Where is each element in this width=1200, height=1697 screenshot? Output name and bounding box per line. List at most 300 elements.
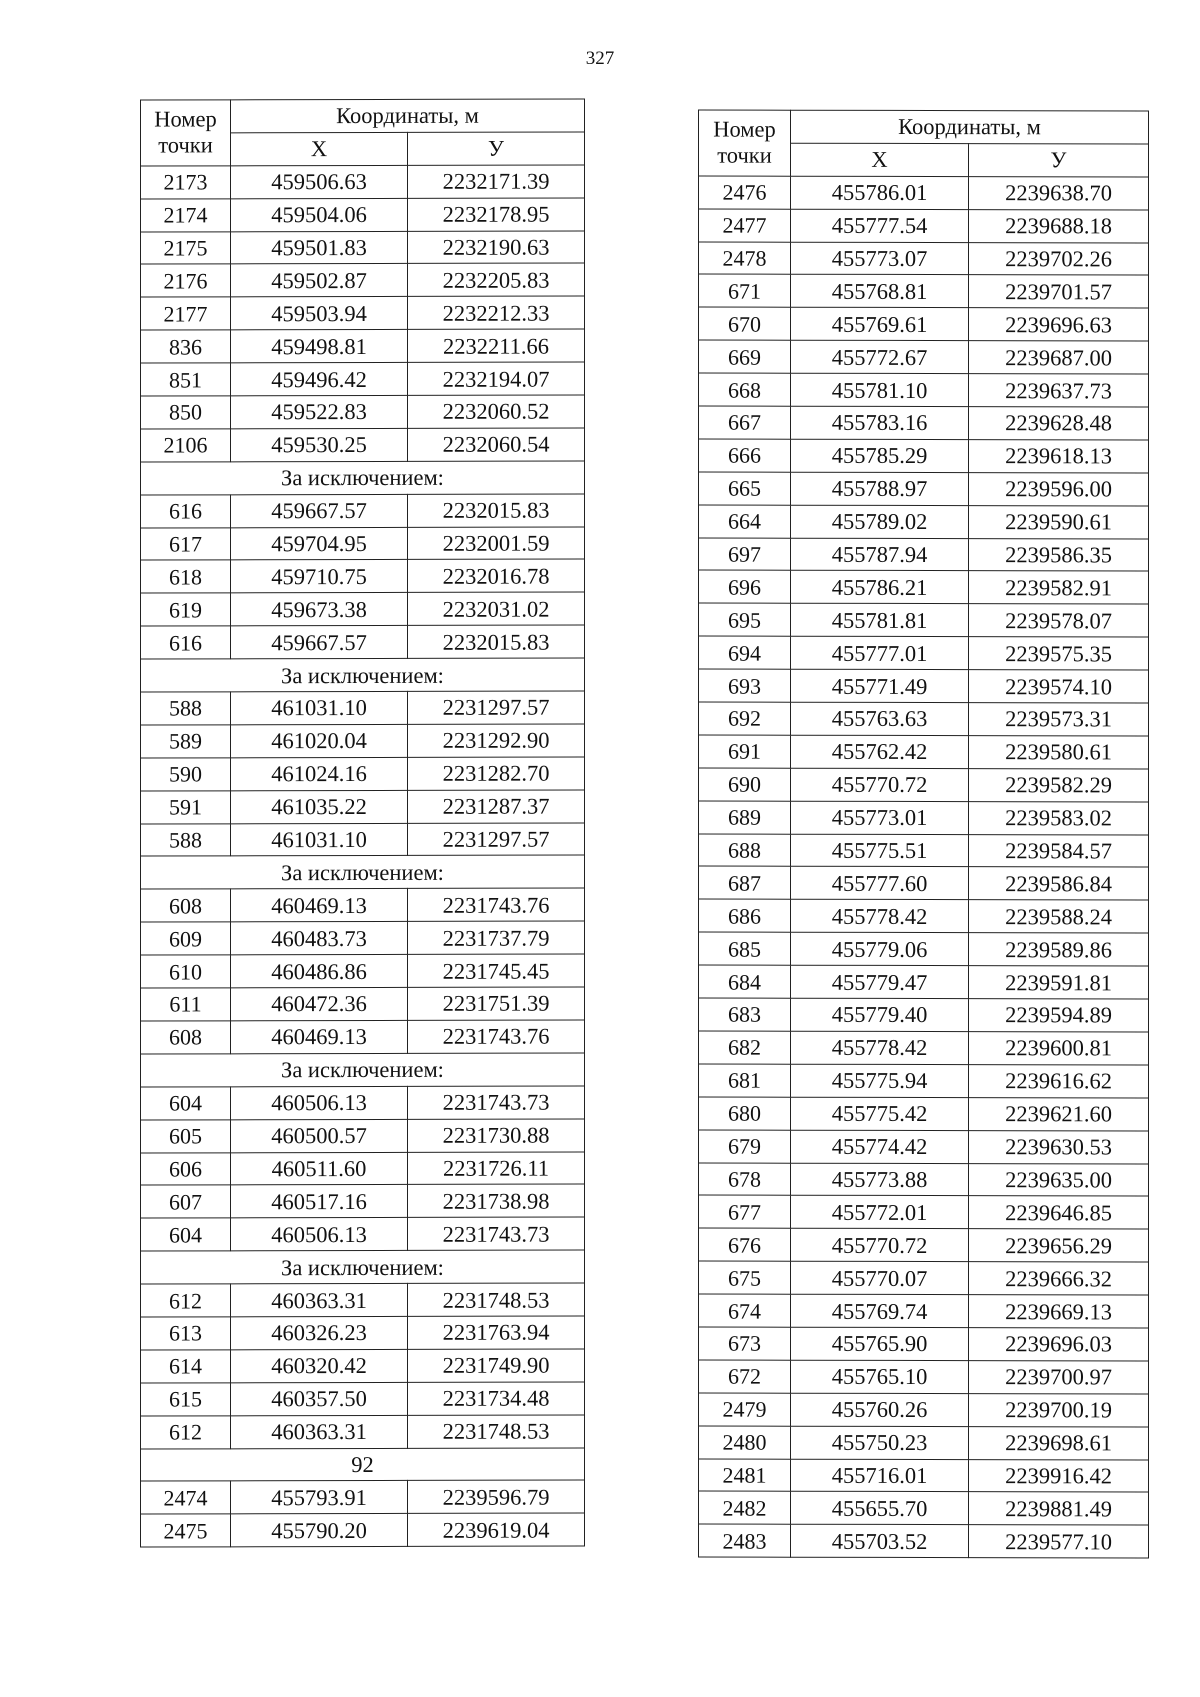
y-coordinate-cell: 2239688.18 [969, 209, 1149, 242]
table-row [141, 625, 585, 659]
coordinates-header: Координаты, м [231, 99, 585, 133]
point-number-cell: 691 [699, 735, 791, 768]
point-number-cell: 665 [699, 472, 791, 505]
point-number-cell: 605 [141, 1119, 231, 1152]
x-coordinate-cell: 459673.38 [231, 593, 408, 626]
table-row [699, 834, 1149, 868]
x-coordinate-cell: 460472.36 [231, 987, 408, 1020]
table-row [141, 1119, 585, 1153]
y-coordinate-cell: 2239700.19 [969, 1393, 1149, 1426]
x-coordinate-cell: 459496.42 [231, 363, 408, 396]
point-number-cell: 664 [699, 505, 791, 538]
table-row [699, 998, 1149, 1032]
y-coordinate-cell: 2239637.73 [969, 374, 1149, 407]
x-coordinate-cell: 460506.13 [231, 1086, 408, 1119]
x-coordinate-cell: 459667.57 [231, 494, 408, 527]
point-number-cell: 609 [141, 922, 231, 955]
point-number-cell: 681 [699, 1064, 791, 1097]
y-coordinate-cell: 2239628.48 [969, 407, 1149, 440]
x-coordinate-cell: 460486.86 [231, 955, 408, 988]
point-number-cell: 677 [699, 1195, 791, 1228]
y-coordinate-cell: 2239596.79 [408, 1480, 585, 1513]
point-number-cell: 689 [699, 801, 791, 834]
x-coordinate-cell: 455788.97 [791, 472, 969, 505]
section-label: 92 [141, 1447, 585, 1481]
y-coordinate-cell: 2239635.00 [969, 1163, 1149, 1196]
section-row [141, 1250, 585, 1284]
point-number-cell: 836 [141, 330, 231, 363]
table-row [141, 296, 585, 330]
y-coordinate-cell: 2231726.11 [408, 1151, 585, 1184]
table-row [699, 1393, 1149, 1427]
point-number-cell: 588 [141, 823, 231, 856]
point-number-cell: 2173 [141, 166, 231, 199]
y-coordinate-cell: 2232060.54 [408, 428, 585, 461]
x-coordinate-cell: 459506.63 [231, 165, 408, 198]
table-row [699, 209, 1149, 243]
point-number-cell: 589 [141, 725, 231, 758]
y-header: У [969, 143, 1149, 176]
section-label: За исключением: [141, 1250, 585, 1284]
table-row [141, 790, 585, 824]
point-number-cell: 666 [699, 439, 791, 472]
point-number-cell: 612 [141, 1415, 231, 1448]
point-number-cell: 676 [699, 1228, 791, 1261]
x-coordinate-cell: 461031.10 [231, 823, 408, 856]
point-number-cell: 2481 [699, 1459, 791, 1492]
x-coordinate-cell: 461020.04 [231, 724, 408, 757]
table-row [141, 362, 585, 396]
x-coordinate-cell: 455777.01 [791, 636, 969, 669]
y-coordinate-cell: 2232178.95 [408, 198, 585, 231]
point-number-cell: 2475 [141, 1514, 231, 1547]
table-row [699, 307, 1149, 341]
table-row [141, 592, 585, 626]
left-table-body [141, 165, 585, 1547]
y-coordinate-cell: 2231748.53 [408, 1283, 585, 1316]
y-coordinate-cell: 2239574.10 [969, 670, 1149, 703]
y-coordinate-cell: 2239580.61 [969, 736, 1149, 769]
y-coordinate-cell: 2239701.57 [969, 275, 1149, 308]
table-row [699, 899, 1149, 933]
x-coordinate-cell: 455765.10 [791, 1360, 969, 1393]
table-row [699, 176, 1149, 210]
y-coordinate-cell: 2231297.57 [408, 823, 585, 856]
table-row [141, 1349, 585, 1383]
table-row [141, 165, 585, 199]
y-coordinate-cell: 2232205.83 [408, 263, 585, 296]
x-coordinate-cell: 455781.10 [791, 373, 969, 406]
y-coordinate-cell: 2231737.79 [408, 921, 585, 954]
coordinates-header: Координаты, м [791, 110, 1149, 144]
point-number-cell: 2478 [699, 242, 791, 275]
y-coordinate-cell: 2232060.52 [408, 395, 585, 428]
point-number-cell: 2474 [141, 1481, 231, 1514]
x-coordinate-cell: 461024.16 [231, 757, 408, 790]
section-row [141, 855, 585, 889]
y-coordinate-cell: 2239619.04 [408, 1513, 585, 1546]
table-row [699, 1360, 1149, 1394]
point-number-cell: 673 [699, 1327, 791, 1360]
y-coordinate-cell: 2232031.02 [408, 592, 585, 625]
y-coordinate-cell: 2232001.59 [408, 527, 585, 560]
point-number-cell: 667 [699, 406, 791, 439]
x-coordinate-cell: 460357.50 [231, 1382, 408, 1415]
table-row [141, 1086, 585, 1120]
point-number-cell: 2480 [699, 1426, 791, 1459]
point-number-cell: 682 [699, 1031, 791, 1064]
table-row [699, 636, 1149, 670]
x-coordinate-cell: 455775.42 [791, 1097, 969, 1130]
x-coordinate-cell: 455703.52 [791, 1525, 969, 1558]
table-row [141, 823, 585, 857]
table-row [141, 1480, 585, 1514]
table-row [141, 1382, 585, 1416]
y-coordinate-cell: 2239594.89 [969, 999, 1149, 1032]
y-coordinate-cell: 2231748.53 [408, 1415, 585, 1448]
point-number-cell: 687 [699, 867, 791, 900]
point-number-cell: 683 [699, 998, 791, 1031]
table-row [699, 242, 1149, 276]
point-number-cell: 612 [141, 1284, 231, 1317]
table-row [699, 1097, 1149, 1131]
x-coordinate-cell: 455774.42 [791, 1130, 969, 1163]
y-coordinate-cell: 2239621.60 [969, 1097, 1149, 1130]
y-coordinate-cell: 2239583.02 [969, 801, 1149, 834]
table-row [141, 1283, 585, 1317]
x-coordinate-cell: 455779.47 [791, 965, 969, 998]
point-number-cell: 2479 [699, 1393, 791, 1426]
y-coordinate-cell: 2232190.63 [408, 231, 585, 264]
x-coordinate-cell: 455769.74 [791, 1294, 969, 1327]
x-coordinate-cell: 460500.57 [231, 1119, 408, 1152]
point-number-header [141, 100, 231, 166]
y-coordinate-cell: 2239698.61 [969, 1426, 1149, 1459]
y-coordinate-cell: 2231743.73 [408, 1217, 585, 1250]
x-coordinate-cell: 455750.23 [791, 1426, 969, 1459]
point-number-cell: 590 [141, 758, 231, 791]
x-coordinate-cell: 455783.16 [791, 406, 969, 439]
point-number-header-line2: точки [158, 132, 213, 158]
table-row [141, 954, 585, 988]
table-row [699, 439, 1149, 473]
header-row [699, 110, 1149, 144]
y-coordinate-cell: 2232211.66 [408, 329, 585, 362]
table-row [699, 570, 1149, 604]
x-coordinate-cell: 460506.13 [231, 1218, 408, 1251]
y-coordinate-cell: 2231743.76 [408, 888, 585, 921]
y-coordinate-cell: 2239589.86 [969, 933, 1149, 966]
y-coordinate-cell: 2239582.29 [969, 768, 1149, 801]
y-coordinate-cell: 2232171.39 [408, 165, 585, 198]
x-coordinate-cell: 455789.02 [791, 505, 969, 538]
x-coordinate-cell: 455716.01 [791, 1459, 969, 1492]
point-number-cell: 669 [699, 340, 791, 373]
y-coordinate-cell: 2231763.94 [408, 1316, 585, 1349]
y-coordinate-cell: 2239600.81 [969, 1032, 1149, 1065]
table-row [699, 768, 1149, 802]
x-coordinate-cell: 459503.94 [231, 297, 408, 330]
point-number-cell: 616 [141, 495, 231, 528]
table-row [141, 559, 585, 593]
point-number-cell: 695 [699, 603, 791, 636]
section-label: За исключением: [141, 1053, 585, 1087]
point-number-cell: 850 [141, 396, 231, 429]
table-row [699, 1064, 1149, 1098]
y-coordinate-cell: 2232194.07 [408, 362, 585, 395]
point-number-cell: 617 [141, 527, 231, 560]
point-number-cell: 2483 [699, 1524, 791, 1557]
y-coordinate-cell: 2239586.84 [969, 867, 1149, 900]
y-coordinate-cell: 2239646.85 [969, 1196, 1149, 1229]
point-number-cell: 671 [699, 274, 791, 307]
table-row [699, 965, 1149, 999]
table-row [699, 702, 1149, 736]
point-number-cell: 697 [699, 538, 791, 571]
section-row [141, 1053, 585, 1087]
point-number-cell: 688 [699, 834, 791, 867]
y-coordinate-cell: 2239656.29 [969, 1229, 1149, 1262]
point-number-cell: 2476 [699, 176, 791, 209]
x-coordinate-cell: 460483.73 [231, 922, 408, 955]
table-row [141, 395, 585, 429]
point-number-cell: 2477 [699, 209, 791, 242]
x-coordinate-cell: 460469.13 [231, 1020, 408, 1053]
table-row [699, 1459, 1149, 1493]
table-row [141, 428, 585, 462]
x-coordinate-cell: 455775.51 [791, 834, 969, 867]
table-row [141, 1513, 585, 1547]
table-row [699, 1031, 1149, 1065]
point-number-cell: 613 [141, 1317, 231, 1350]
x-coordinate-cell: 455777.60 [791, 867, 969, 900]
point-number-cell: 690 [699, 768, 791, 801]
x-coordinate-cell: 455786.21 [791, 571, 969, 604]
point-number-cell: 2482 [699, 1491, 791, 1524]
table-row [699, 373, 1149, 407]
x-coordinate-cell: 460517.16 [231, 1185, 408, 1218]
y-coordinate-cell: 2239638.70 [969, 176, 1149, 209]
x-coordinate-cell: 455770.72 [791, 768, 969, 801]
x-coordinate-cell: 455785.29 [791, 439, 969, 472]
x-coordinate-cell: 455787.94 [791, 538, 969, 571]
x-coordinate-cell: 455773.88 [791, 1163, 969, 1196]
point-number-cell: 2175 [141, 231, 231, 264]
y-coordinate-cell: 2239916.42 [969, 1459, 1149, 1492]
table-row [141, 921, 585, 955]
table-row [141, 231, 585, 265]
x-coordinate-cell: 460469.13 [231, 889, 408, 922]
point-number-cell: 615 [141, 1383, 231, 1416]
x-coordinate-cell: 459667.57 [231, 626, 408, 659]
y-coordinate-cell: 2239696.03 [969, 1328, 1149, 1361]
x-coordinate-cell: 455655.70 [791, 1492, 969, 1525]
x-coordinate-cell: 455793.91 [231, 1481, 408, 1514]
x-coordinate-cell: 459704.95 [231, 527, 408, 560]
table-row [699, 603, 1149, 637]
point-number-cell: 680 [699, 1097, 791, 1130]
table-row [699, 801, 1149, 835]
table-row [699, 1524, 1149, 1558]
y-coordinate-cell: 2231282.70 [408, 757, 585, 790]
point-number-cell: 693 [699, 669, 791, 702]
y-coordinate-cell: 2239630.53 [969, 1130, 1149, 1163]
x-coordinate-cell: 460320.42 [231, 1349, 408, 1382]
y-coordinate-cell: 2239578.07 [969, 604, 1149, 637]
x-coordinate-cell: 460511.60 [231, 1152, 408, 1185]
x-coordinate-cell: 455772.01 [791, 1196, 969, 1229]
y-coordinate-cell: 2239588.24 [969, 900, 1149, 933]
point-number-cell: 610 [141, 955, 231, 988]
table-row [141, 1020, 585, 1054]
y-coordinate-cell: 2239584.57 [969, 834, 1149, 867]
table-row [141, 757, 585, 791]
x-coordinate-cell: 459502.87 [231, 264, 408, 297]
y-coordinate-cell: 2239582.91 [969, 571, 1149, 604]
point-number-cell: 606 [141, 1152, 231, 1185]
x-coordinate-cell: 460363.31 [231, 1283, 408, 1316]
point-number-cell: 674 [699, 1294, 791, 1327]
table-row [141, 1217, 585, 1251]
y-coordinate-cell: 2231743.73 [408, 1086, 585, 1119]
table-row [141, 329, 585, 363]
table-row [699, 1163, 1149, 1197]
point-number-cell: 611 [141, 988, 231, 1021]
point-number-cell: 678 [699, 1163, 791, 1196]
table-row [699, 1294, 1149, 1328]
point-number-cell: 616 [141, 626, 231, 659]
x-coordinate-cell: 459710.75 [231, 560, 408, 593]
y-coordinate-cell: 2232212.33 [408, 296, 585, 329]
table-row [141, 1151, 585, 1185]
section-label: За исключением: [141, 461, 585, 495]
y-coordinate-cell: 2239618.13 [969, 440, 1149, 473]
x-coordinate-cell: 459530.25 [231, 428, 408, 461]
point-number-cell: 2106 [141, 429, 231, 462]
y-coordinate-cell: 2232015.83 [408, 494, 585, 527]
point-number-cell: 851 [141, 363, 231, 396]
point-number-cell: 2177 [141, 297, 231, 330]
x-coordinate-cell: 459504.06 [231, 198, 408, 231]
table-row [699, 932, 1149, 966]
y-coordinate-cell: 2239696.63 [969, 308, 1149, 341]
x-coordinate-cell: 455772.67 [791, 340, 969, 373]
x-header: X [791, 143, 969, 176]
y-coordinate-cell: 2239616.62 [969, 1064, 1149, 1097]
y-coordinate-cell: 2231743.76 [408, 1020, 585, 1053]
table-row [699, 867, 1149, 901]
table-row [699, 1327, 1149, 1361]
section-row [141, 1447, 585, 1481]
point-number-cell: 604 [141, 1087, 231, 1120]
y-coordinate-cell: 2231730.88 [408, 1119, 585, 1152]
point-number-cell: 686 [699, 899, 791, 932]
y-coordinate-cell: 2231738.98 [408, 1184, 585, 1217]
point-number-header-line1: Номер [154, 106, 217, 132]
point-number-cell: 685 [699, 932, 791, 965]
table-row [699, 1426, 1149, 1460]
point-number-cell: 684 [699, 965, 791, 998]
table-row [699, 472, 1149, 506]
x-coordinate-cell: 455773.01 [791, 801, 969, 834]
x-coordinate-cell: 455779.40 [791, 998, 969, 1031]
point-number-cell: 679 [699, 1130, 791, 1163]
table-row [699, 274, 1149, 308]
section-row [141, 658, 585, 692]
x-coordinate-cell: 455770.72 [791, 1229, 969, 1262]
y-coordinate-cell: 2239591.81 [969, 966, 1149, 999]
point-number-cell: 692 [699, 702, 791, 735]
x-coordinate-cell: 455777.54 [791, 209, 969, 242]
y-coordinate-cell: 2231734.48 [408, 1382, 585, 1415]
table-row [699, 735, 1149, 769]
y-coordinate-cell: 2232016.78 [408, 559, 585, 592]
table-row [699, 406, 1149, 440]
table-row [699, 340, 1149, 374]
point-number-cell: 604 [141, 1218, 231, 1251]
table-row [699, 1130, 1149, 1164]
x-coordinate-cell: 455769.61 [791, 308, 969, 341]
header-row [141, 99, 585, 133]
y-coordinate-cell: 2239702.26 [969, 242, 1149, 275]
section-label: За исключением: [141, 658, 585, 692]
table-row [141, 263, 585, 297]
x-coordinate-cell: 455775.94 [791, 1064, 969, 1097]
point-number-cell: 675 [699, 1261, 791, 1294]
point-number-cell: 2176 [141, 264, 231, 297]
point-number-cell: 618 [141, 560, 231, 593]
x-coordinate-cell: 455779.06 [791, 932, 969, 965]
y-coordinate-cell: 2239573.31 [969, 703, 1149, 736]
point-number-cell: 670 [699, 307, 791, 340]
x-coordinate-cell: 455762.42 [791, 735, 969, 768]
x-coordinate-cell: 455778.42 [791, 900, 969, 933]
table-row [699, 669, 1149, 703]
x-coordinate-cell: 455760.26 [791, 1393, 969, 1426]
point-number-cell: 694 [699, 636, 791, 669]
x-coordinate-cell: 455768.81 [791, 275, 969, 308]
x-coordinate-cell: 459498.81 [231, 330, 408, 363]
point-number-cell: 607 [141, 1185, 231, 1218]
x-coordinate-cell: 455770.07 [791, 1261, 969, 1294]
point-number-cell: 608 [141, 889, 231, 922]
x-coordinate-cell: 455765.90 [791, 1327, 969, 1360]
x-coordinate-cell: 461035.22 [231, 790, 408, 823]
y-coordinate-cell: 2231292.90 [408, 724, 585, 757]
point-number-cell: 696 [699, 570, 791, 603]
table-row [699, 1195, 1149, 1229]
y-coordinate-cell: 2231749.90 [408, 1349, 585, 1382]
y-coordinate-cell: 2239687.00 [969, 341, 1149, 374]
table-row [141, 1415, 585, 1449]
point-number-header-line1: Номер [713, 116, 776, 143]
coordinates-table-left [140, 98, 585, 1547]
point-number-cell: 608 [141, 1021, 231, 1054]
point-number-cell: 2174 [141, 198, 231, 231]
x-coordinate-cell: 455778.42 [791, 1031, 969, 1064]
y-coordinate-cell: 2231751.39 [408, 987, 585, 1020]
table-row [141, 987, 585, 1021]
coordinates-table-right [698, 110, 1149, 1559]
table-row [141, 198, 585, 232]
y-coordinate-cell: 2239700.97 [969, 1360, 1149, 1393]
x-coordinate-cell: 455773.07 [791, 242, 969, 275]
y-coordinate-cell: 2231287.37 [408, 790, 585, 823]
table-row [141, 494, 585, 528]
y-coordinate-cell: 2239577.10 [969, 1525, 1149, 1558]
point-number-header [699, 110, 791, 176]
page-number: 327 [585, 48, 615, 69]
